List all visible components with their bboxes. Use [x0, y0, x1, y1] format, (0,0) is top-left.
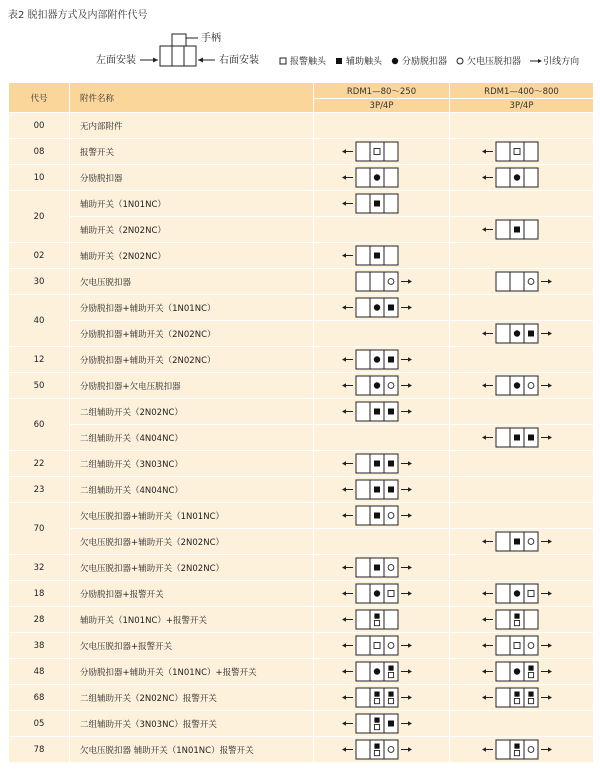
accessory-name-cell: 欠电压脱扣器+辅助开关（2N02NC） — [70, 529, 314, 555]
accessory-name-cell: 二组辅助开关（2N02NC） — [70, 399, 314, 425]
breaker-symbol — [472, 738, 572, 761]
code-cell: 30 — [9, 269, 70, 295]
accessory-name-cell: 分励脱扣器+欠电压脱扣器 — [70, 373, 314, 399]
breaker-symbol — [472, 270, 572, 293]
table-row — [9, 399, 594, 425]
breaker-symbol — [332, 608, 432, 631]
rdm1-80-250-symbol-cell — [314, 633, 450, 659]
breaker-symbol — [472, 140, 572, 163]
rdm1-80-250-symbol-cell — [314, 191, 450, 217]
breaker-symbol — [332, 192, 432, 215]
accessory-name-cell: 二组辅助开关（3N03NC） — [70, 451, 314, 477]
code-cell: 18 — [9, 581, 70, 607]
rdm1-400-800-symbol-cell — [450, 269, 594, 295]
rdm1-80-250-symbol-cell — [314, 425, 450, 451]
breaker-symbol — [332, 140, 432, 163]
legend-under: 欠电压脱扣器 — [455, 54, 521, 67]
legend-shunt: 分励脱扣器 — [390, 54, 447, 67]
code-cell: 05 — [9, 711, 70, 737]
code-cell: 40 — [9, 295, 70, 347]
rdm1-400-800-symbol-cell — [450, 113, 594, 139]
breaker-symbol — [332, 582, 432, 605]
breaker-symbol — [332, 166, 432, 189]
table-row — [9, 633, 594, 659]
code-cell: 08 — [9, 139, 70, 165]
rdm1-80-250-symbol-cell — [314, 399, 450, 425]
rdm1-400-800-symbol-cell — [450, 633, 594, 659]
table-row — [9, 425, 594, 451]
breaker-symbol — [472, 426, 572, 449]
left-mount-label: 左面安装 — [96, 55, 136, 66]
breaker-symbol — [332, 400, 432, 423]
accessory-name-cell: 分励脱扣器+辅助开关（1N01NC） — [70, 295, 314, 321]
rdm1-80-250-symbol-cell — [314, 373, 450, 399]
rdm1-80-250-symbol-cell — [314, 113, 450, 139]
legend-alarm: 报警触头 — [278, 54, 326, 67]
accessory-name-cell: 二组辅助开关（2N02NC）报警开关 — [70, 685, 314, 711]
rdm1-80-250-symbol-cell — [314, 555, 450, 581]
breaker-symbol — [472, 582, 572, 605]
code-cell: 02 — [9, 243, 70, 269]
code-cell: 70 — [9, 503, 70, 555]
rdm1-80-250-symbol-cell — [314, 477, 450, 503]
code-cell: 32 — [9, 555, 70, 581]
rdm1-80-250-symbol-cell — [314, 607, 450, 633]
rdm1-80-250-symbol-cell — [314, 139, 450, 165]
rdm1-400-800-symbol-cell — [450, 529, 594, 555]
accessory-name-cell: 分励脱扣器+辅助开关（1N01NC）+报警开关 — [70, 659, 314, 685]
breaker-symbol — [332, 270, 432, 293]
rdm1-400-800-symbol-cell — [450, 659, 594, 685]
code-cell: 10 — [9, 165, 70, 191]
code-cell: 78 — [9, 737, 70, 763]
rdm1-80-250-symbol-cell — [314, 685, 450, 711]
rdm1-400-800-symbol-cell — [450, 217, 594, 243]
accessory-name-cell: 分励脱扣器+辅助开关（2N02NC） — [70, 321, 314, 347]
accessory-name-cell: 辅助开关（1N01NC）+报警开关 — [70, 607, 314, 633]
rdm1-400-800-symbol-cell — [450, 347, 594, 373]
accessory-name-cell: 辅助开关（2N02NC） — [70, 217, 314, 243]
accessory-name-cell: 欠电压脱扣器+报警开关 — [70, 633, 314, 659]
rdm1-400-800-symbol-cell — [450, 243, 594, 269]
accessory-name-cell: 分励脱扣器+辅助开关（2N02NC） — [70, 347, 314, 373]
breaker-symbol — [332, 348, 432, 371]
rdm1-80-250-symbol-cell — [314, 737, 450, 763]
breaker-symbol — [332, 244, 432, 267]
header-name: 附件名称 — [70, 83, 314, 113]
accessory-name-cell: 二组辅助开关（3N03NC）报警开关 — [70, 711, 314, 737]
header-sub2: 3P/4P — [450, 99, 594, 113]
shunt-release-icon — [390, 56, 402, 66]
breaker-symbol — [472, 608, 572, 631]
handle-outline — [172, 34, 186, 46]
code-cell: 38 — [9, 633, 70, 659]
code-cell: 00 — [9, 113, 70, 139]
rdm1-80-250-symbol-cell — [314, 503, 450, 529]
code-cell: 12 — [9, 347, 70, 373]
table-row — [9, 113, 594, 139]
table-row — [9, 321, 594, 347]
table-row — [9, 503, 594, 529]
rdm1-400-800-symbol-cell — [450, 373, 594, 399]
code-cell: 68 — [9, 685, 70, 711]
rdm1-400-800-symbol-cell — [450, 711, 594, 737]
accessory-name-cell: 报警开关 — [70, 139, 314, 165]
table-row — [9, 217, 594, 243]
rdm1-400-800-symbol-cell — [450, 139, 594, 165]
breaker-symbol — [472, 166, 572, 189]
rdm1-400-800-symbol-cell — [450, 503, 594, 529]
breaker-symbol — [472, 530, 572, 553]
rdm1-80-250-symbol-cell — [314, 269, 450, 295]
rdm1-400-800-symbol-cell — [450, 425, 594, 451]
accessory-name-cell: 无内部附件 — [70, 113, 314, 139]
table-row — [9, 659, 594, 685]
breaker-symbol — [332, 660, 432, 683]
rdm1-400-800-symbol-cell — [450, 555, 594, 581]
table-row — [9, 451, 594, 477]
right-mount-label: 右面安装 — [219, 55, 259, 66]
table-row — [9, 555, 594, 581]
rdm1-400-800-symbol-cell — [450, 399, 594, 425]
rdm1-80-250-symbol-cell — [314, 295, 450, 321]
alarm-contact-icon — [278, 56, 290, 66]
rdm1-80-250-symbol-cell — [314, 217, 450, 243]
table-row — [9, 191, 594, 217]
rdm1-400-800-symbol-cell — [450, 685, 594, 711]
symbol-legend — [278, 54, 579, 67]
code-cell: 28 — [9, 607, 70, 633]
accessory-name-cell: 二组辅助开关（4N04NC） — [70, 425, 314, 451]
rdm1-80-250-symbol-cell — [314, 711, 450, 737]
accessory-name-cell: 分励脱扣器+报警开关 — [70, 581, 314, 607]
table-row — [9, 243, 594, 269]
table-row — [9, 607, 594, 633]
breaker-symbol — [332, 634, 432, 657]
accessory-name-cell: 欠电压脱扣器 — [70, 269, 314, 295]
rdm1-400-800-symbol-cell — [450, 477, 594, 503]
code-cell: 20 — [9, 191, 70, 243]
breaker-symbol — [332, 296, 432, 319]
breaker-symbol — [332, 452, 432, 475]
rdm1-400-800-symbol-cell — [450, 165, 594, 191]
rdm1-80-250-symbol-cell — [314, 659, 450, 685]
table-row — [9, 373, 594, 399]
table-row — [9, 477, 594, 503]
breaker-symbol — [472, 374, 572, 397]
legend-aux: 辅助触头 — [334, 54, 382, 67]
breaker-symbol — [332, 686, 432, 709]
rdm1-400-800-symbol-cell — [450, 737, 594, 763]
breaker-symbol — [472, 634, 572, 657]
rdm1-80-250-symbol-cell — [314, 451, 450, 477]
code-cell: 23 — [9, 477, 70, 503]
rdm1-80-250-symbol-cell — [314, 347, 450, 373]
rdm1-400-800-symbol-cell — [450, 581, 594, 607]
rdm1-400-800-symbol-cell — [450, 321, 594, 347]
table-title: 表2 脱扣器方式及内部附件代号 — [8, 10, 148, 21]
handle-label: 手柄 — [201, 33, 221, 44]
undervoltage-release-icon — [455, 56, 467, 66]
table-row — [9, 165, 594, 191]
accessory-name-cell: 欠电压脱扣器+辅助开关（1N01NC） — [70, 503, 314, 529]
rdm1-80-250-symbol-cell — [314, 165, 450, 191]
rdm1-80-250-symbol-cell — [314, 243, 450, 269]
table-row — [9, 139, 594, 165]
rdm1-80-250-symbol-cell — [314, 529, 450, 555]
code-cell: 48 — [9, 659, 70, 685]
header-sub1: 3P/4P — [314, 99, 450, 113]
code-cell: 22 — [9, 451, 70, 477]
accessory-name-cell: 辅助开关（2N02NC） — [70, 243, 314, 269]
rdm1-80-250-symbol-cell — [314, 581, 450, 607]
lead-direction-icon — [529, 56, 543, 66]
accessory-name-cell: 辅助开关（1N01NC） — [70, 191, 314, 217]
header-code: 代号 — [9, 83, 70, 113]
breaker-symbol — [472, 322, 572, 345]
accessory-name-cell: 二组辅助开关（4N04NC） — [70, 477, 314, 503]
mounting-diagram — [0, 0, 600, 82]
table-row — [9, 347, 594, 373]
rdm1-80-250-symbol-cell — [314, 321, 450, 347]
rdm1-400-800-symbol-cell — [450, 451, 594, 477]
breaker-symbol — [472, 218, 572, 241]
aux-contact-icon — [334, 56, 346, 66]
table-row — [9, 529, 594, 555]
legend-arrow: 引线方向 — [529, 54, 579, 67]
breaker-symbol — [472, 660, 572, 683]
breaker-symbol — [332, 712, 432, 735]
accessory-name-cell: 分励脱扣器 — [70, 165, 314, 191]
code-cell: 50 — [9, 373, 70, 399]
header-col1: RDM1—80～250 — [314, 83, 450, 99]
table-row — [9, 711, 594, 737]
accessory-name-cell: 欠电压脱扣器 辅助开关（1N01NC）报警开关 — [70, 737, 314, 763]
header-col2: RDM1—400～800 — [450, 83, 594, 99]
breaker-symbol — [472, 686, 572, 709]
rdm1-400-800-symbol-cell — [450, 295, 594, 321]
table-row — [9, 685, 594, 711]
accessory-name-cell: 欠电压脱扣器+辅助开关（2N02NC） — [70, 555, 314, 581]
table-row — [9, 295, 594, 321]
table-row — [9, 737, 594, 763]
breaker-symbol — [332, 556, 432, 579]
table-row — [9, 269, 594, 295]
breaker-body-outline — [160, 46, 196, 66]
code-cell: 60 — [9, 399, 70, 451]
rdm1-400-800-symbol-cell — [450, 191, 594, 217]
breaker-symbol — [332, 738, 432, 761]
breaker-symbol — [332, 504, 432, 527]
accessory-code-table — [8, 82, 594, 763]
breaker-symbol — [332, 478, 432, 501]
rdm1-400-800-symbol-cell — [450, 607, 594, 633]
breaker-symbol — [332, 374, 432, 397]
table-row — [9, 581, 594, 607]
